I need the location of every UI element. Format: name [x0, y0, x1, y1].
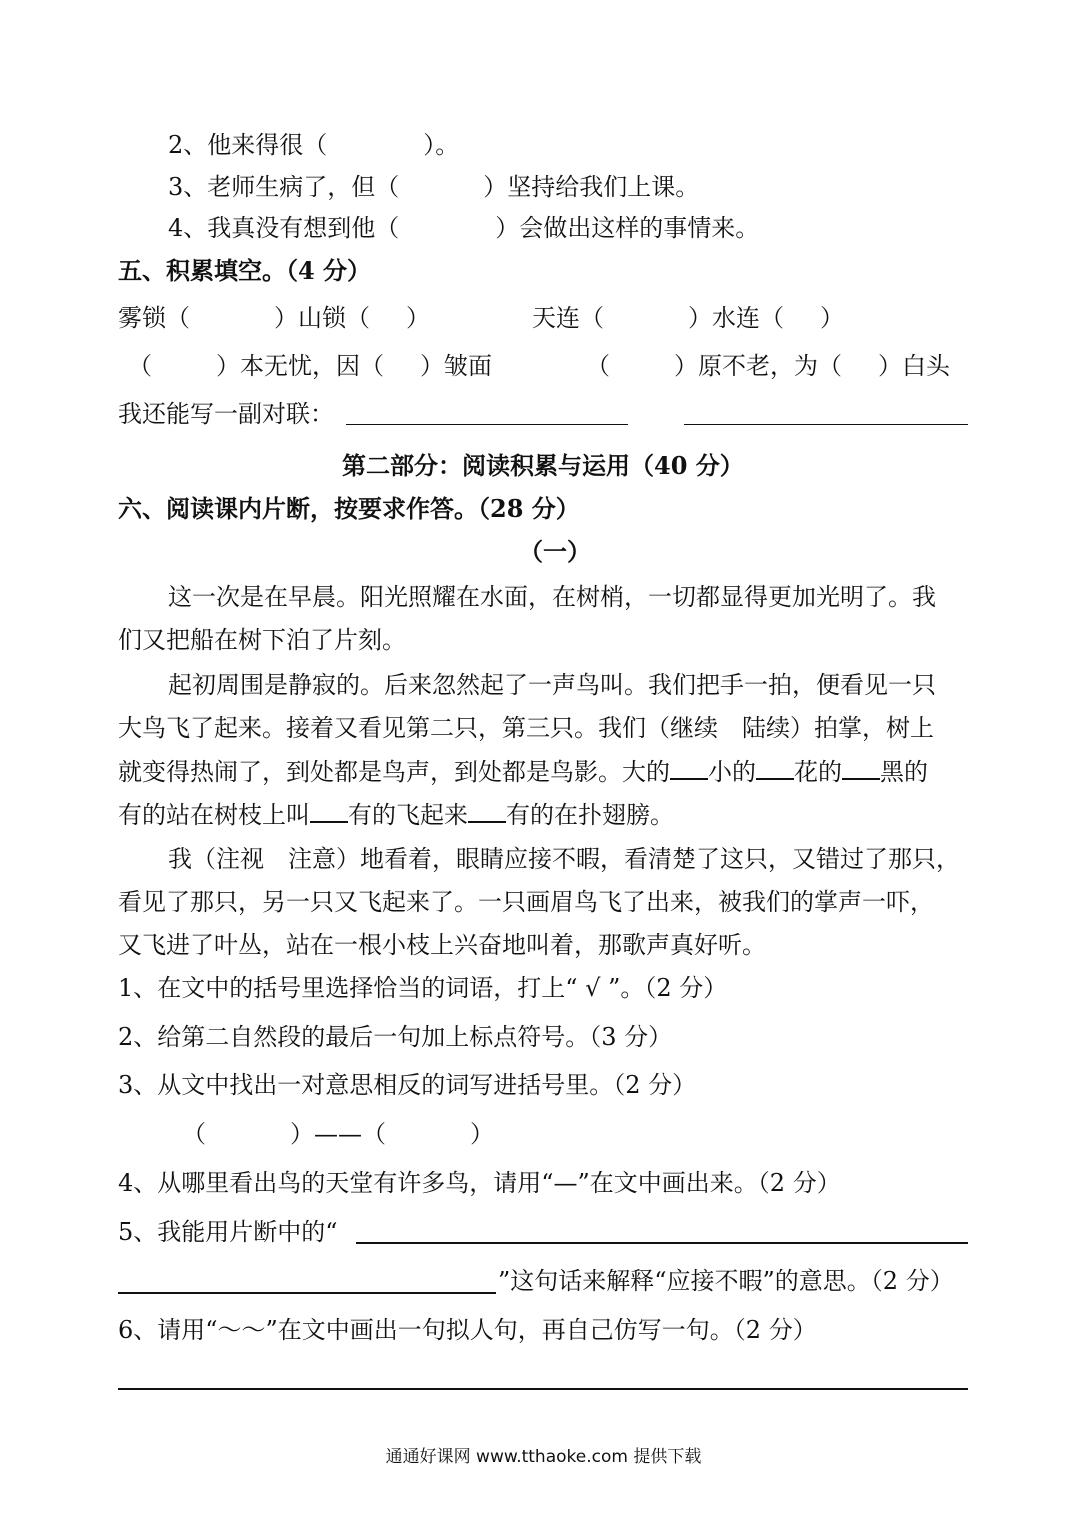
answer-line[interactable] [118, 1388, 968, 1390]
q5-row2-left: （ ）本无忧，因（ ）皱面 [128, 352, 492, 380]
q4-item-2: 2、他来得很（ ）。 [168, 131, 460, 159]
answer-line[interactable] [356, 1242, 968, 1244]
q6-title: 六、阅读课内片断，按要求作答。（28 分） [118, 494, 580, 523]
question-5-end: ”这句话来解释“应接不暇”的意思。（2 分） [498, 1267, 954, 1295]
footer-credit: 通通好课网 www.tthaoke.com 提供下载 [385, 1447, 702, 1467]
q4-item-3: 3、老师生病了，但（ ）坚持给我们上课。 [168, 173, 700, 201]
question-1: 1、在文中的括号里选择恰当的词语，打上“ √ ”。（2 分） [118, 974, 728, 1002]
part2-heading: 第二部分：阅读积累与运用（40 分） [342, 451, 744, 480]
q5-title: 五、积累填空。（4 分） [118, 256, 372, 285]
punctuation-blank[interactable] [310, 801, 348, 823]
answer-line[interactable] [118, 1292, 496, 1294]
couplet-line-2[interactable] [684, 424, 968, 425]
question-3-answer-pair: （ ）——（ ） [182, 1120, 494, 1148]
q5-row1-left: 雾锁（ ）山锁（ ） [118, 304, 430, 332]
passage-line: 又飞进了叶丛，站在一根小枝上兴奋地叫着，那歌声真好听。 [118, 931, 766, 959]
passage-line: 起初周围是静寂的。后来忽然起了一声鸟叫。我们把手一拍，便看见一只 [168, 671, 936, 699]
punctuation-blank[interactable] [670, 758, 708, 780]
question-4: 4、从哪里看出鸟的天堂有许多鸟，请用“—”在文中画出来。（2 分） [118, 1169, 841, 1197]
q5-row2-right: （ ）原不老，为（ ）白头 [586, 352, 950, 380]
passage-line: 大鸟飞了起来。接着又看见第二只，第三只。我们（继续 陆续）拍掌，树上 [118, 714, 934, 742]
passage-line: 们又把船在树下泊了片刻。 [118, 626, 406, 654]
couplet-line-1[interactable] [346, 424, 628, 425]
q5-row1-right: 天连（ ）水连（ ） [532, 304, 844, 332]
punctuation-blank[interactable] [468, 801, 506, 823]
question-6: 6、请用“～～”在文中画出一句拟人句，再自己仿写一句。（2 分） [118, 1316, 817, 1344]
punctuation-blank[interactable] [756, 758, 794, 780]
section-heading: （一） [519, 537, 591, 566]
q4-item-4: 4、我真没有想到他（ ）会做出这样的事情来。 [168, 214, 760, 242]
question-3: 3、从文中找出一对意思相反的词写进括号里。（2 分） [118, 1071, 697, 1099]
passage-line: 看见了那只，另一只又飞起来了。一只画眉鸟飞了出来，被我们的掌声一吓， [118, 888, 934, 916]
passage-line-with-blanks: 有的站在树枝上叫 有的飞起来 有的在扑翅膀。 [118, 801, 674, 829]
passage-line: 这一次是在早晨。阳光照耀在水面，在树梢，一切都显得更加光明了。我 [168, 583, 936, 611]
q5-couplet-label: 我还能写一副对联： [118, 400, 334, 428]
passage-line: 我（注视 注意）地看着，眼睛应接不暇，看清楚了这只，又错过了那只， [168, 845, 960, 873]
question-5-start: 5、我能用片断中的“ [118, 1218, 338, 1246]
question-2: 2、给第二自然段的最后一句加上标点符号。（3 分） [118, 1023, 673, 1051]
passage-line-with-blanks: 就变得热闹了，到处都是鸟声，到处都是鸟影。大的 小的 花的 黑的 [118, 758, 928, 786]
punctuation-blank[interactable] [842, 758, 880, 780]
